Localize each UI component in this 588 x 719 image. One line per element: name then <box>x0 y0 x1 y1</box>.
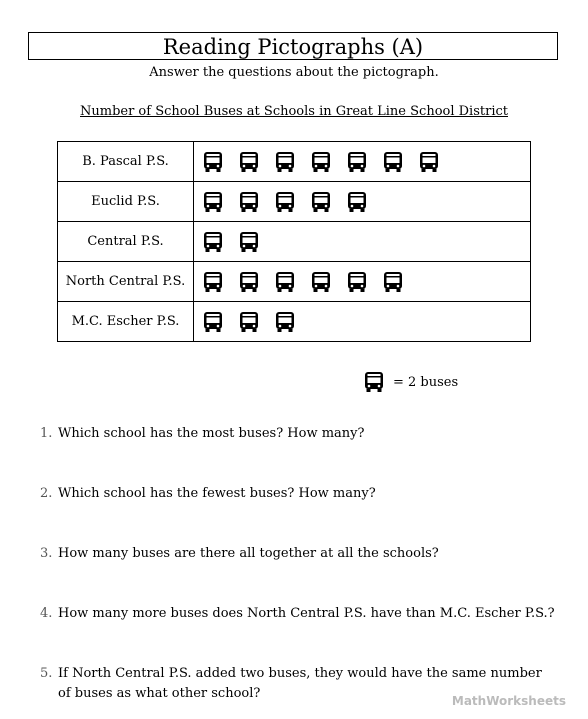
bus-icon <box>238 271 260 293</box>
question-number: 5. <box>40 666 53 681</box>
bus-icon <box>310 151 332 173</box>
bus-icon <box>346 191 368 213</box>
bus-icon <box>418 151 440 173</box>
chart-title: Number of School Buses at Schools in Great Line School District <box>80 104 508 119</box>
table-row <box>58 262 531 302</box>
question-number: 2. <box>40 486 53 501</box>
table-row <box>58 222 531 262</box>
bus-icon <box>238 231 260 253</box>
school-name: B. Pascal P.S. <box>58 142 194 182</box>
question-number: 4. <box>40 606 53 621</box>
bus-icon <box>363 371 385 393</box>
bus-icon <box>238 151 260 173</box>
school-name: Central P.S. <box>58 222 194 262</box>
bus-icon <box>274 191 296 213</box>
key-label: = 2 buses <box>393 374 459 390</box>
question-text: How many buses are there all together at all the schools? <box>58 546 439 561</box>
table-row <box>58 182 531 222</box>
instructions: Answer the questions about the pictograph. <box>149 65 439 80</box>
watermark-logo: MathWorksheets <box>451 694 566 708</box>
bus-icon <box>274 151 296 173</box>
question-text: Which school has the most buses? How many? <box>58 426 365 441</box>
icon-cell <box>194 222 531 262</box>
table-row <box>58 142 531 182</box>
bus-icon <box>202 311 224 333</box>
bus-icon <box>310 191 332 213</box>
icon-cell <box>194 142 531 182</box>
bus-icon <box>238 311 260 333</box>
bus-icon <box>382 151 404 173</box>
bus-icon <box>274 311 296 333</box>
icon-cell <box>194 262 531 302</box>
question-text: Which school has the fewest buses? How many? <box>58 486 376 501</box>
bus-icon <box>274 271 296 293</box>
table-row <box>58 302 531 342</box>
pictograph-table <box>57 141 531 342</box>
bus-icon <box>202 231 224 253</box>
school-name: M.C. Escher P.S. <box>58 302 194 342</box>
school-name: North Central P.S. <box>58 262 194 302</box>
pictograph-key <box>363 371 458 393</box>
page-title: Reading Pictographs (A) <box>28 32 558 60</box>
icon-cell <box>194 302 531 342</box>
bus-icon <box>202 191 224 213</box>
question-text: If North Central P.S. added two buses, they would have the same number of buses as what other school? <box>58 666 542 701</box>
bus-icon <box>382 271 404 293</box>
question-number: 3. <box>40 546 53 561</box>
bus-icon <box>346 151 368 173</box>
bus-icon <box>238 191 260 213</box>
question-number: 1. <box>40 426 53 441</box>
question-text: How many more buses does North Central P.S. have than M.C. Escher P.S.? <box>58 606 555 621</box>
bus-icon <box>346 271 368 293</box>
bus-icon <box>310 271 332 293</box>
bus-icon <box>202 151 224 173</box>
bus-icon <box>202 271 224 293</box>
school-name: Euclid P.S. <box>58 182 194 222</box>
icon-cell <box>194 182 531 222</box>
